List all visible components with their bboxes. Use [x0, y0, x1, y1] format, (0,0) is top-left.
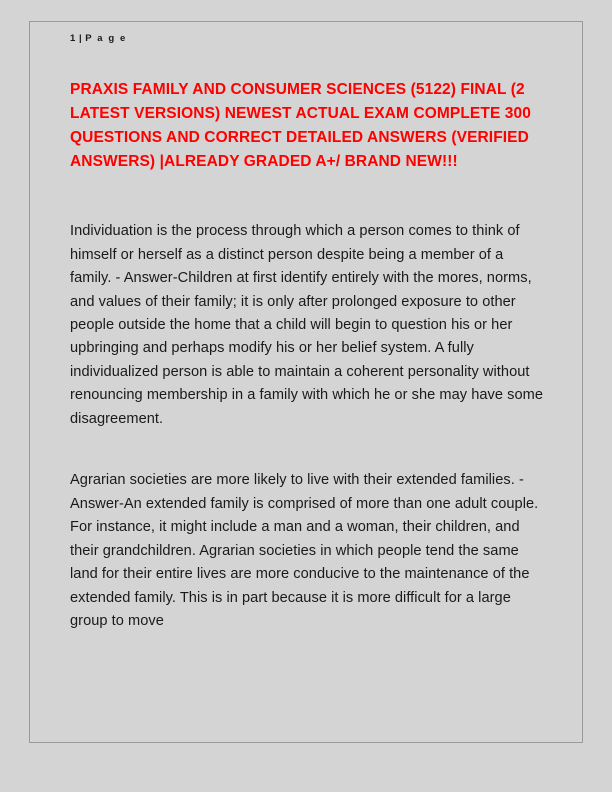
- folio-separator: |: [78, 33, 83, 44]
- spacer: [70, 174, 544, 220]
- paragraph-agrarian-societies: Agrarian societies are more likely to live with their extended families. - Answer-An extended family is comprised of more than one adult couple. For instance, it might include a man and a woman, their children, and their grandchildren. Agrarian societies in which people tend the same land for their entire lives are more conducive to the maintenance of the extended family. This is in part because it is more difficult for a large group to move: [70, 472, 539, 630]
- folio-page-number: 1: [70, 33, 76, 44]
- page-footer-folio: [70, 33, 544, 44]
- page-content: [70, 33, 544, 634]
- paragraph-individuation: Individuation is the process through which a person comes to think of himself or herself as a distinct person despite being a member of a family. - Answer-Children at first identify entirely with the mores, norms, and values of their family; it is only after prolonged exposure to other people outside the home that a child will begin to question his or her upbringing and perhaps modify his or her belief system. A fully individualized person is able to maintain a coherent personality without renouncing membership in a family with which he or she may have some disagreement.: [70, 223, 544, 427]
- document-title: PRAXIS FAMILY AND CONSUMER SCIENCES (5122) FINAL (2 LATEST VERSIONS) NEWEST ACTUAL EXAM COMPLETE 300 QUESTIONS AND CORRECT DETAILED ANSWERS (VERIFIED ANSWERS) |ALREADY GRADED A+/ BRAND NEW!!!: [70, 81, 531, 171]
- spacer: [70, 431, 544, 469]
- folio-label: P a g e: [85, 33, 127, 44]
